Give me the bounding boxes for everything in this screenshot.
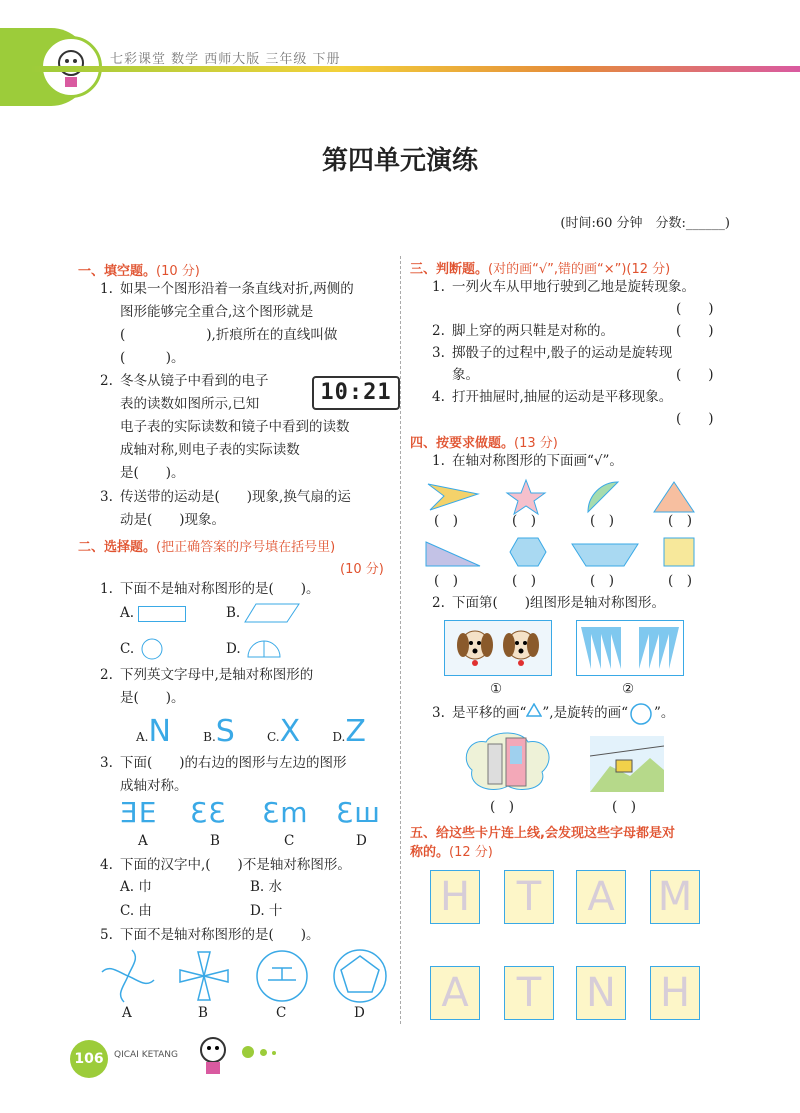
footer-dot-1 <box>242 1046 254 1058</box>
section-3-title: 三、判断题。(对的画“√”,错的画“×”)(12 分) <box>410 262 671 277</box>
paren-elevator: ( ) <box>490 799 515 815</box>
semicircle-shape <box>246 638 282 658</box>
cable-car-picture <box>590 736 664 792</box>
q2-4-c: C. 由 <box>120 903 152 919</box>
q2-5-d: D <box>354 1005 365 1021</box>
card-bottom-1[interactable]: A <box>430 966 480 1020</box>
group-2-label: ② <box>622 681 635 697</box>
q3-3-paren: ( ) <box>676 367 714 383</box>
circle-icon <box>628 703 654 725</box>
q2-5: 5. 下面不是轴对称图形的是( )。 <box>100 927 320 943</box>
q2-4: 4. 下面的汉字中,( )不是轴对称图形。 <box>100 857 351 873</box>
elevator-picture <box>462 730 554 794</box>
page-number: 106 <box>70 1040 108 1078</box>
q2-1-option-c: C. <box>120 641 135 657</box>
q3-4: 4. 打开抽屉时,抽屉的运动是平移现象。 <box>432 389 673 405</box>
q2-2: 2. 下列英文字母中,是轴对称图形的 是( )。 <box>100 667 314 706</box>
q1-3: 3. 传送带的运动是( )现象,换气扇的运 动是( )现象。 <box>100 489 351 528</box>
q2-3: 3. 下面( )的右边的图形与左边的图形 成轴对称。 <box>100 755 347 794</box>
circle-shape <box>140 637 164 661</box>
label-d: D <box>356 833 367 849</box>
card-bottom-3[interactable]: N <box>576 966 626 1020</box>
footer-dot-2 <box>260 1049 267 1056</box>
q2-5-b: B <box>198 1005 208 1021</box>
mirror-option-d: Ɛш <box>336 796 381 829</box>
q3-2-paren: ( ) <box>676 323 714 339</box>
q2-1-option-d: D. <box>226 641 241 657</box>
digital-clock: 10:21 <box>312 376 400 410</box>
q3-1-paren: ( ) <box>676 301 714 317</box>
q3-2: 2. 脚上穿的两只鞋是对称的。 <box>432 323 614 339</box>
section-2-points: (10 分) <box>340 562 384 577</box>
card-bottom-4[interactable]: H <box>650 966 700 1020</box>
q2-4-a: A. 巾 <box>120 879 152 895</box>
q4-2: 2. 下面第( )组图形是轴对称图形。 <box>432 595 666 611</box>
q3-1: 1. 一列火车从甲地行驶到乙地是旋转现象。 <box>432 279 695 295</box>
q2-1: 1. 下面不是轴对称图形的是( )。 <box>100 581 320 597</box>
mirror-option-b: ƐƐ <box>190 796 227 829</box>
q1-1: 1. 如果一个图形沿着一条直线对折,两侧的 图形能够完全重合,这个图形就是 ( ),折痕所在的直线叫做 ( )。 <box>100 281 354 366</box>
paren-3: ( ) <box>590 513 615 529</box>
rectangle-shape <box>138 606 186 622</box>
paren-cable-car: ( ) <box>612 799 637 815</box>
section-5-title: 五、给这些卡片连上线,会发现这些字母都是对 称的。(12 分) <box>410 826 675 860</box>
label-a: A <box>138 833 148 849</box>
card-top-4[interactable]: M <box>650 870 700 924</box>
footer-dot-3 <box>272 1051 276 1055</box>
q4-3: 3. 是平移的画“ ”,是旋转的画“ ”。 <box>432 702 674 725</box>
mirror-option-a: ƎE <box>120 796 158 829</box>
time-score: (时间:60 分钟 分数:______) <box>560 216 730 231</box>
letter-options: A.N B.S C.X D.Z <box>136 714 366 749</box>
card-top-1[interactable]: H <box>430 870 480 924</box>
section-4-title: 四、按要求做题。(13 分) <box>410 436 558 451</box>
card-top-3[interactable]: A <box>576 870 626 924</box>
group-1-label: ① <box>490 681 503 697</box>
label-b: B <box>210 833 220 849</box>
mascot-footer-icon <box>190 1030 236 1080</box>
q4-1: 1. 在轴对称图形的下面画“√”。 <box>432 453 623 469</box>
paren-6: ( ) <box>512 573 537 589</box>
dog-picture <box>444 620 552 676</box>
q3-4-paren: ( ) <box>676 411 714 427</box>
q2-5-c: C <box>276 1005 287 1021</box>
mirror-option-c: Ɛm <box>262 796 309 829</box>
section-2-title: 二、选择题。(把正确答案的序号填在括号里) <box>78 540 336 555</box>
q2-4-d: D. 十 <box>250 903 283 919</box>
q3-3: 3. 掷骰子的过程中,骰子的运动是旋转现 <box>432 345 673 361</box>
symmetry-figures <box>100 948 400 1004</box>
q2-1-option-b: B. <box>226 605 241 621</box>
q1-2: 2. 冬冬从镜子中看到的电子 表的读数如图所示,已知 电子表的实际读数和镜子中看到的读数 成轴对称,则电子表的实际读数 是( )。 <box>100 373 350 481</box>
q2-4-b: B. 水 <box>250 879 283 895</box>
parallelogram-shape <box>244 603 300 623</box>
label-c: C <box>284 833 295 849</box>
q3-3-cont: 象。 <box>452 367 479 383</box>
card-bottom-2[interactable]: T <box>504 966 554 1020</box>
paren-4: ( ) <box>668 513 693 529</box>
header-text: 七彩课堂 数学 西师大版 三年级 下册 <box>110 52 341 67</box>
triangle-icon <box>526 703 542 717</box>
card-top-2[interactable]: T <box>504 870 554 924</box>
fans-picture <box>576 620 684 676</box>
footer-text: QICAI KETANG <box>114 1050 178 1060</box>
q2-5-a: A <box>122 1005 132 1021</box>
paren-8: ( ) <box>668 573 693 589</box>
paren-1: ( ) <box>434 513 459 529</box>
paren-5: ( ) <box>434 573 459 589</box>
section-1-title: 一、填空题。(10 分) <box>78 264 200 279</box>
paren-7: ( ) <box>590 573 615 589</box>
column-divider <box>400 256 401 1024</box>
paren-2: ( ) <box>512 513 537 529</box>
q2-1-option-a: A. <box>120 605 135 621</box>
page-title: 第四单元演练 <box>321 146 478 176</box>
